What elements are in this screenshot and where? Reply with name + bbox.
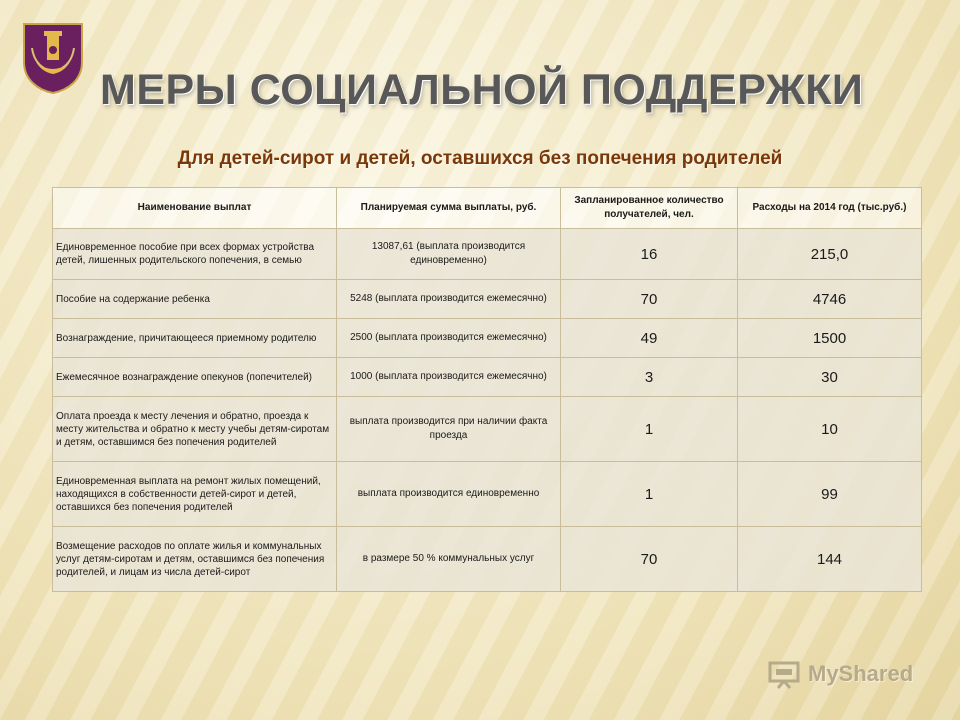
recipients-count: 16	[561, 229, 738, 280]
table-row	[53, 280, 922, 319]
table-row	[53, 527, 922, 592]
table-row	[53, 358, 922, 397]
payment-name: Пособие на содержание ребенка	[53, 280, 337, 319]
payment-name: Ежемесячное вознаграждение опекунов (попечителей)	[53, 358, 337, 397]
table-header-row	[53, 188, 922, 229]
table-row	[53, 229, 922, 280]
coat-of-arms-icon	[22, 22, 84, 94]
watermark-text: MyShared	[808, 661, 914, 686]
page-title: МЕРЫ СОЦИАЛЬНОЙ ПОДДЕРЖКИ	[100, 66, 864, 114]
table-row	[53, 397, 922, 462]
expenses-value: 99	[738, 462, 922, 527]
header-planned-amount: Планируемая сумма выплаты, руб.	[337, 188, 561, 229]
header-payment-name: Наименование выплат	[53, 188, 337, 229]
planned-amount: выплата производится при наличии факта проезда	[337, 397, 561, 462]
recipients-count: 70	[561, 527, 738, 592]
table-row	[53, 462, 922, 527]
planned-amount: 2500 (выплата производится ежемесячно)	[337, 319, 561, 358]
planned-amount: 5248 (выплата производится ежемесячно)	[337, 280, 561, 319]
expenses-value: 215,0	[738, 229, 922, 280]
page-subtitle: Для детей-сирот и детей, оставшихся без попечения родителей	[177, 148, 783, 169]
payment-name: Оплата проезда к месту лечения и обратно, проезда к месту жительства и обратно к месту учебы детям-сиротам и детям, оставшимся без попечения родителей	[53, 397, 337, 462]
recipients-count: 1	[561, 397, 738, 462]
expenses-value: 1500	[738, 319, 922, 358]
header-expenses-2014: Расходы на 2014 год (тыс.руб.)	[738, 188, 922, 229]
planned-amount: в размере 50 % коммунальных услуг	[337, 527, 561, 592]
planned-amount: выплата производится единовременно	[337, 462, 561, 527]
recipients-count: 70	[561, 280, 738, 319]
header-recipients-count: Запланированное количество получателей, чел.	[561, 188, 738, 229]
table-row	[53, 319, 922, 358]
payment-name: Единовременная выплата на ремонт жилых помещений, находящихся в собственности детей-сирот и детей, оставшихся без попечения родителей	[53, 462, 337, 527]
expenses-value: 30	[738, 358, 922, 397]
support-measures-table	[52, 187, 922, 592]
planned-amount: 1000 (выплата производится ежемесячно)	[337, 358, 561, 397]
recipients-count: 1	[561, 462, 738, 527]
expenses-value: 10	[738, 397, 922, 462]
recipients-count: 49	[561, 319, 738, 358]
watermark-logo	[768, 656, 928, 692]
planned-amount: 13087,61 (выплата производится единовременно)	[337, 229, 561, 280]
payment-name: Вознаграждение, причитающееся приемному родителю	[53, 319, 337, 358]
expenses-value: 4746	[738, 280, 922, 319]
payment-name: Единовременное пособие при всех формах устройства детей, лишенных родительского попечения, в семью	[53, 229, 337, 280]
payment-name: Возмещение расходов по оплате жилья и коммунальных услуг детям-сиротам и детям, оставшимся без попечения родителей, и лицам из числа детей-сирот	[53, 527, 337, 592]
expenses-value: 144	[738, 527, 922, 592]
recipients-count: 3	[561, 358, 738, 397]
presentation-board-icon	[768, 659, 802, 689]
